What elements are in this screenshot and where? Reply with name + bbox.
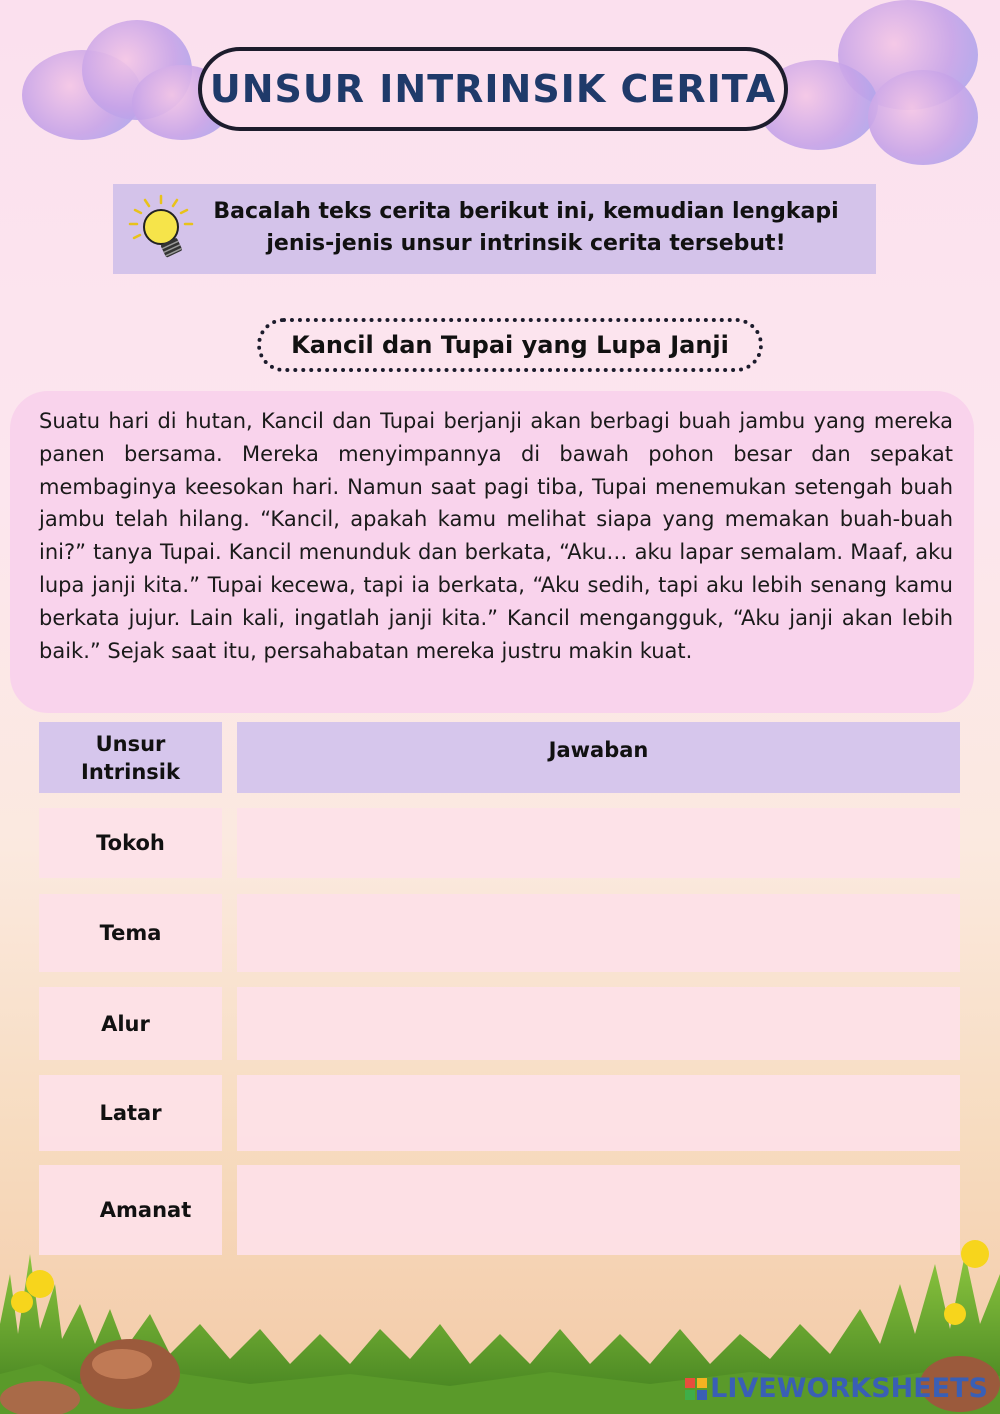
row-label-tema: Tema — [39, 894, 222, 972]
liveworksheets-watermark — [685, 1373, 988, 1404]
header-label-line-2: Intrinsik — [81, 759, 180, 784]
table-header — [39, 722, 960, 793]
answer-field-tokoh[interactable] — [237, 808, 960, 878]
header-label-line-1: Unsur — [95, 731, 166, 756]
table-row — [39, 1075, 960, 1151]
story-title: Kancil dan Tupai yang Lupa Janji — [291, 331, 729, 359]
story-box — [10, 391, 974, 713]
lightbulb-icon — [127, 194, 199, 266]
page-title: UNSUR INTRINSIK CERITA — [209, 67, 777, 111]
story-text: Suatu hari di hutan, Kancil dan Tupai berjanji akan berbagi buah jambu yang mereka panen bersama. Mereka menyimpannya di bawah pohon besar dan sepakat membaginya keesokan hari. Namun saat pagi tiba, Tupai menemukan setengah buah jambu telah hilang. “Kancil, apakah kamu melihat siapa yang memakan buah-buah ini?” tanya Tupai. Kancil menunduk dan berkata, “Aku… aku lapar semalam. Maaf, aku lupa janji kita.” Tupai kecewa, tapi ia berkata, “Aku sedih, tapi aku lebih senang kamu berkata jujur. Lain kali, ingatlah janji kita.” Kancil mengangguk, “Aku janji akan lebih baik.” Sejak saat itu, persahabatan mereka justru makin kuat. — [39, 409, 953, 663]
row-label-latar: Latar — [39, 1075, 222, 1151]
instruction-box — [113, 184, 876, 274]
story-title-box — [257, 318, 763, 372]
liveworksheets-logo-icon — [685, 1378, 707, 1400]
table-row — [39, 987, 960, 1060]
answer-field-alur[interactable] — [237, 987, 960, 1060]
instruction-text — [211, 196, 841, 260]
answer-field-tema[interactable] — [237, 894, 960, 972]
row-label-alur: Alur — [39, 987, 222, 1060]
row-label-tokoh: Tokoh — [39, 808, 222, 878]
watermark-text: LIVEWORKSHEETS — [710, 1373, 988, 1404]
answer-field-latar[interactable] — [237, 1075, 960, 1151]
header-unsur-intrinsik — [39, 722, 222, 793]
table-row — [39, 894, 960, 972]
table-row — [39, 808, 960, 878]
instruction-line-2: jenis-jenis unsur intrinsik cerita tersebut! — [266, 231, 786, 256]
header-jawaban: Jawaban — [237, 722, 960, 793]
title-banner — [198, 47, 788, 131]
instruction-line-1: Bacalah teks cerita berikut ini, kemudian lengkapi — [213, 199, 839, 224]
row-label-amanat: Amanat — [39, 1165, 222, 1255]
